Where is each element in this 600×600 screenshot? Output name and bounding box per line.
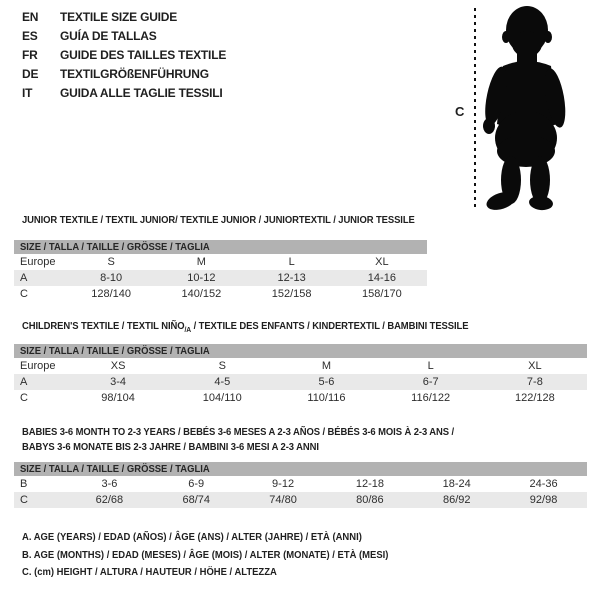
table-header-row xyxy=(14,240,427,254)
footnote-a xyxy=(22,531,429,549)
cell: 68/74 xyxy=(153,492,240,508)
language-row xyxy=(22,64,226,83)
cell: M xyxy=(196,256,206,268)
size-header-label: SIZE / TALLA / TAILLE / GRÖSSE / TAGLIA xyxy=(20,241,210,253)
row-label: Europe xyxy=(20,360,56,372)
cell: 104/110 xyxy=(202,392,242,404)
cell: 7-8 xyxy=(483,374,587,390)
cell: 12-13 xyxy=(247,270,337,286)
footnote-text: B. AGE (MONTHS) / EDAD (MESES) / ÂGE (MOIS) / ALTER (MONATE) / ETÀ (MESI) xyxy=(22,548,389,561)
cell: XL xyxy=(375,256,389,268)
table-row xyxy=(14,286,427,302)
cell: 4-5 xyxy=(170,374,274,390)
cell: 3-6 xyxy=(101,478,118,490)
table-row xyxy=(14,358,587,374)
row-label: B xyxy=(20,478,28,490)
section-title-junior xyxy=(22,214,458,226)
title-post: / TEXTILE DES ENFANTS / KINDERTEXTIL / BAMBINI TESSILE xyxy=(191,320,469,332)
cell: 116/122 xyxy=(411,392,451,404)
row-label: A xyxy=(14,374,66,390)
language-row xyxy=(22,26,226,45)
cell: L xyxy=(427,360,434,372)
table-header-row xyxy=(14,462,587,476)
cell: M xyxy=(321,360,332,372)
cell: 3-4 xyxy=(66,374,170,390)
cell: 152/158 xyxy=(271,288,312,300)
cell: 6-7 xyxy=(379,374,483,390)
language-title: GUÍA DE TALLAS xyxy=(60,28,157,43)
footnote-text: C. (cm) HEIGHT / ALTURA / HAUTEUR / HÖHE / ALTEZZA xyxy=(22,566,277,578)
table-header-row xyxy=(14,344,587,358)
table-row xyxy=(14,254,427,270)
table-row xyxy=(14,270,427,286)
language-code: ES xyxy=(22,28,38,43)
cell: 24-36 xyxy=(529,478,558,490)
cell: S xyxy=(107,256,115,268)
baby-silhouette-icon xyxy=(483,4,569,212)
cell: XL xyxy=(528,360,542,372)
cell: S xyxy=(218,360,226,372)
table-row xyxy=(14,390,587,406)
size-header-label: SIZE / TALLA / TAILLE / GRÖSSE / TAGLIA xyxy=(20,463,210,475)
footnote-c xyxy=(22,566,429,584)
cell: 92/98 xyxy=(500,492,587,508)
language-title-list xyxy=(22,7,226,102)
language-row xyxy=(22,83,226,102)
title-subscript: /A xyxy=(184,325,192,335)
height-measure-label: C xyxy=(455,104,465,119)
footnote-text: A. AGE (YEARS) / EDAD (AÑOS) / ÂGE (ANS) / ALTER (JAHRE) / ETÀ (ANNI) xyxy=(22,531,362,543)
cell: 140/152 xyxy=(181,288,222,300)
row-label: Europe xyxy=(20,256,56,268)
row-label: A xyxy=(14,270,66,286)
language-code: EN xyxy=(22,9,39,24)
language-code: DE xyxy=(22,66,39,81)
junior-size-table xyxy=(14,240,427,302)
figure-area xyxy=(452,4,600,216)
row-label: C xyxy=(20,288,28,300)
row-label: C xyxy=(14,492,66,508)
cell: 14-16 xyxy=(337,270,427,286)
cell: 18-24 xyxy=(442,478,471,490)
cell: 80/86 xyxy=(326,492,413,508)
children-size-table xyxy=(14,344,587,406)
language-row xyxy=(22,7,226,26)
cell: 12-18 xyxy=(355,478,384,490)
cell: 9-12 xyxy=(272,478,295,490)
cell: 5-6 xyxy=(274,374,378,390)
cell: 8-10 xyxy=(66,270,156,286)
table-row xyxy=(14,476,587,492)
cell: 62/68 xyxy=(66,492,153,508)
cell: 86/92 xyxy=(413,492,500,508)
language-title: GUIDA ALLE TAGLIE TESSILI xyxy=(60,85,223,100)
language-row xyxy=(22,45,226,64)
footnotes xyxy=(22,531,429,584)
language-title: TEXTILGRÖßENFÜHRUNG xyxy=(60,66,209,81)
section-title-children xyxy=(22,320,518,334)
cell: 74/80 xyxy=(240,492,327,508)
cell: 158/170 xyxy=(361,288,402,300)
row-label: C xyxy=(20,392,28,404)
cell: 110/116 xyxy=(307,392,346,404)
cell: 122/128 xyxy=(514,392,555,404)
cell: L xyxy=(288,256,295,268)
cell: 128/140 xyxy=(91,288,131,300)
size-header-label: SIZE / TALLA / TAILLE / GRÖSSE / TAGLIA xyxy=(20,345,210,357)
cell: 98/104 xyxy=(101,392,135,404)
title-pre: CHILDREN'S TEXTILE / TEXTIL NIÑO xyxy=(22,320,185,332)
cell: 6-9 xyxy=(188,478,205,490)
language-code: IT xyxy=(22,85,33,100)
footnote-b xyxy=(22,549,429,567)
section-title-babies xyxy=(22,426,502,456)
table-row xyxy=(14,492,587,508)
cell: 10-12 xyxy=(156,270,246,286)
table-row xyxy=(14,374,587,390)
language-title: TEXTILE SIZE GUIDE xyxy=(60,9,178,24)
section-title-line1: BABIES 3-6 MONTH TO 2-3 YEARS / BEBÉS 3-6 MESES A 2-3 AÑOS / BÉBÉS 3-6 MOIS À 2-3 ANS / xyxy=(22,426,455,438)
language-title: GUIDE DES TAILLES TEXTILE xyxy=(60,47,227,62)
height-dotted-line xyxy=(474,8,476,208)
section-title-text: JUNIOR TEXTILE / TEXTIL JUNIOR/ TEXTILE JUNIOR / JUNIORTEXTIL / JUNIOR TESSILE xyxy=(22,214,415,226)
section-title-text xyxy=(22,320,468,334)
cell: XS xyxy=(110,360,126,372)
section-title-line2: BABYS 3-6 MONATE BIS 2-3 JAHRE / BAMBINI 3-6 MESI A 2-3 ANNI xyxy=(22,441,319,453)
language-code: FR xyxy=(22,47,38,62)
babies-size-table xyxy=(14,462,587,508)
